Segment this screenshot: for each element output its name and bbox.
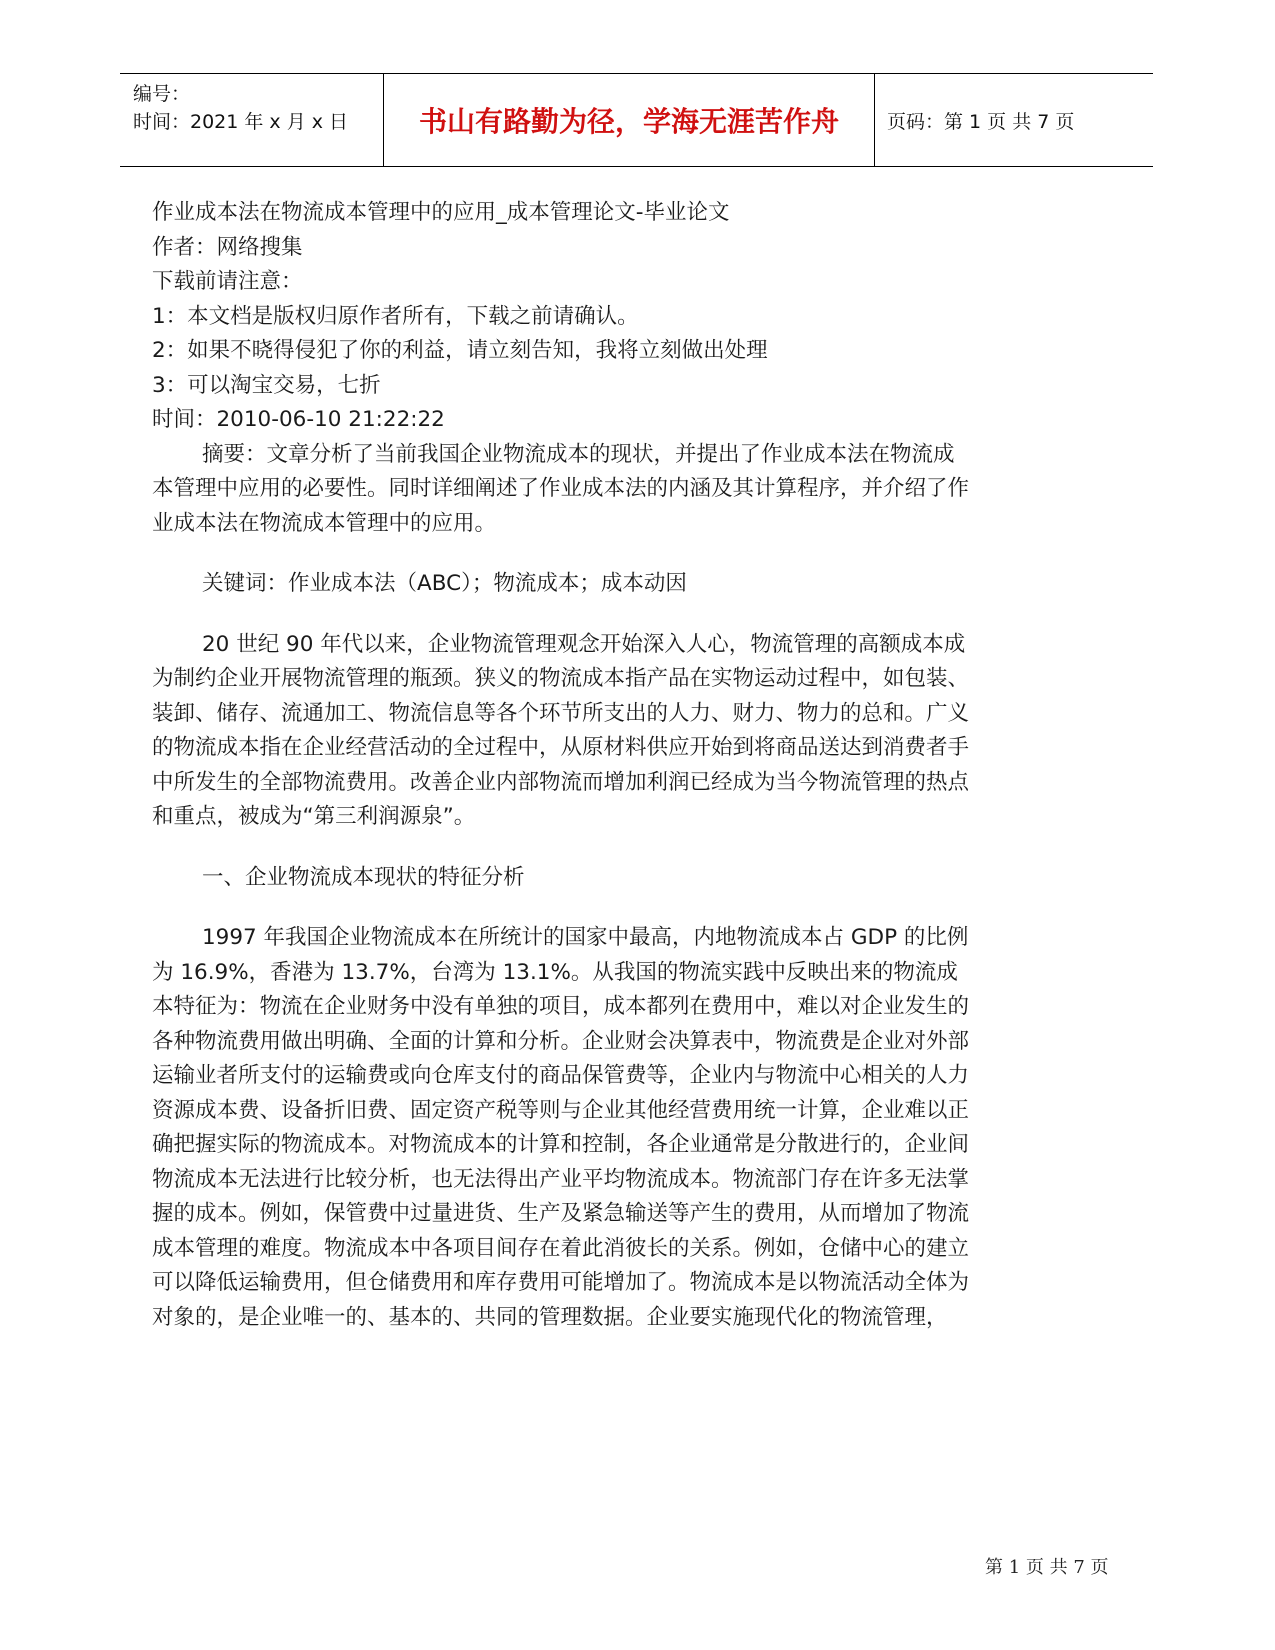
download-notice: 下载前请注意：: [152, 269, 303, 294]
notice-item-3: 3：可以淘宝交易，七折: [152, 372, 381, 398]
document-number-label: 编号：: [133, 83, 191, 105]
notice-item-2: 2：如果不晓得侵犯了你的利益，请立刻告知，我将立刻做出处理: [152, 338, 768, 363]
body-paragraph: 1997 年我国企业物流成本在所统计的国家中最高，内地物流成本占 GDP 的比例为 16.9%，香港为 13.7%，台湾为 13.1%。从我国的物流实践中反映出来的物流成本特征为：物流在企业财务中没有单独的项目，成本都列在费用中，难以对企业发生的各种物流费用做出明确、全面的计算和分析。企业财会决算表中，物流费是企业对外部运输业者所支付的运输费或向仓库支付的商品保管费等，企业内与物流中心相关的人力资源成本费、设备折旧费、固定资产税等则与企业其他经营费用统一计算，企业难以正确把握实际的物流成本。对物流成本的计算和控制，各企业通常是分散进行的，企业间物流成本无法进行比较分析，也无法得出产业平均物流成本。物流部门存在许多无法掌握的成本。例如，保管费中过量进货、生产及紧急输送等产生的费用，从而增加了物流成本管理的难度。物流成本中各项目间存在着此消彼长的关系。例如，仓储中心的建立可以降低运输费用，但仓储费用和库存费用可能增加了。物流成本是以物流活动全体为对象的，是企业唯一的、基本的、共同的管理数据。企业要实施现代化的物流管理，: [152, 925, 970, 1330]
section-heading: 一、企业物流成本现状的特征分析: [202, 864, 525, 890]
document-body: [152, 196, 972, 1335]
notice-item-1: 1：本文档是版权归原作者所有，下载之前请确认。: [152, 303, 639, 329]
header-left-cell: [120, 74, 383, 166]
abstract-paragraph: 摘要：文章分析了当前我国企业物流成本的现状，并提出了作业成本法在物流成本管理中应用的必要性。同时详细阐述了作业成本法的内涵及其计算程序，并介绍了作业成本法在物流成本管理中的应用。: [152, 441, 970, 536]
page-footer: 第 1 页 共 7 页: [985, 1557, 1109, 1578]
header-page-info: 页码：第 1 页 共 7 页: [887, 110, 1075, 133]
document-timestamp: 时间：2010-06-10 21:22:22: [152, 407, 445, 432]
document-author: 作者：网络搜集: [152, 234, 303, 260]
keywords-line: 关键词：作业成本法（ABC）；物流成本；成本动因: [202, 571, 687, 596]
page-header: [120, 73, 1153, 167]
header-motto: 书山有路勤为径，学海无涯苦作舟: [383, 74, 875, 166]
document-title: 作业成本法在物流成本管理中的应用_成本管理论文-毕业论文: [152, 200, 730, 225]
document-time-label: 时间：2021 年 x 月 x 日: [133, 111, 349, 133]
intro-paragraph: 20 世纪 90 年代以来，企业物流管理观念开始深入人心，物流管理的高额成本成为制约企业开展物流管理的瓶颈。狭义的物流成本指产品在实物运动过程中，如包装、装卸、储存、流通加工、物流信息等各个环节所支出的人力、财力、物力的总和。广义的物流成本指在企业经营活动的全过程中，从原材料供应开始到将商品送达到消费者手中所发生的全部物流费用。改善企业内部物流而增加利润已经成为当今物流管理的热点和重点，被成为“第三利润源泉”。: [152, 631, 970, 829]
